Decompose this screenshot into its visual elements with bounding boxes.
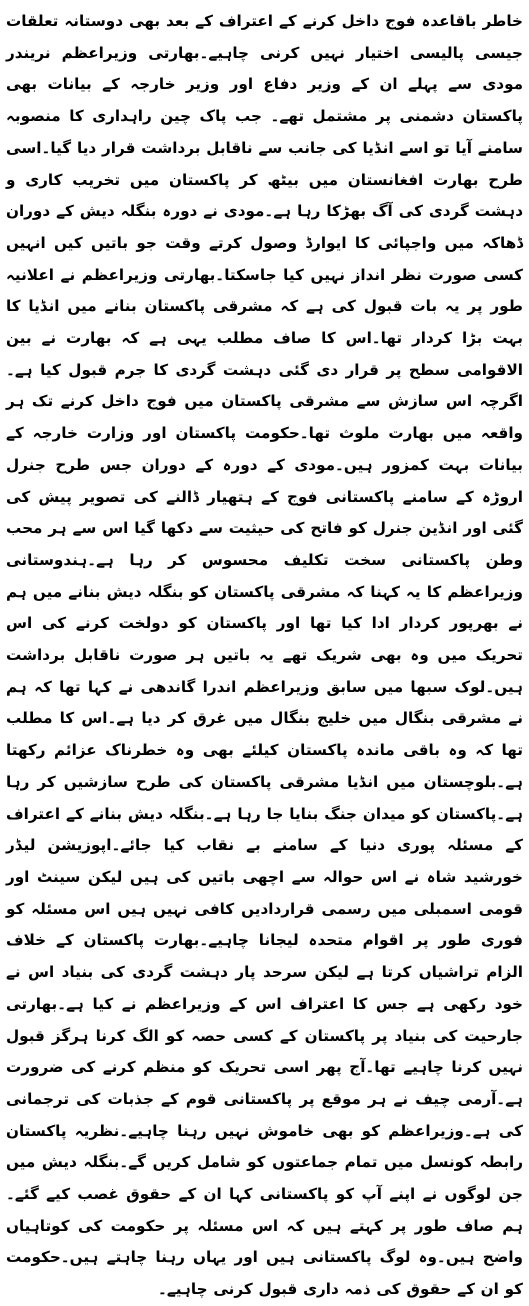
article-page — [6, 6, 523, 1299]
article-body-text: خاطر باقاعدہ فوج داخل کرنے کے اعتراف کے بعد بھی دوستانہ تعلقات جیسی پالیسی اختیار نہیں کرنی چاہیے۔بھارتی وزیراعظم نریندر مودی سے پہلے ان کے وزیر دفاع اور وزیر خارجہ کے بیانات بھی پاکستان دشمنی پر مشتمل تھے۔ جب پاک چین راہداری کا منصوبہ سامنے آیا تو اسے انڈیا کی جانب سے ناقابل برداشت قرار دیا گیا۔اسی طرح بھارت افغانستان میں بیٹھ کر پاکستان میں تخریب کاری و دہشت گردی کی آگ بھڑکا رہا ہے۔مودی نے دورہ بنگلہ دیش کے دوران ڈھاکہ میں واجپائی کا ایوارڈ وصول کرتے وقت جو باتیں کیں انہیں کسی صورت نظر انداز نہیں کیا جاسکتا۔بھارتی وزیراعظم نے اعلانیہ طور پر یہ بات قبول کی ہے کہ مشرقی پاکستان بنانے میں انڈیا کا بہت بڑا کردار تھا۔اس کا صاف مطلب یہی ہے کہ بھارت نے بین الاقوامی سطح پر قرار دی گئی دہشت گردی کا جرم قبول کیا ہے۔اگرچہ اس سازش سے مشرقی پاکستان میں فوج داخل کرنے تک ہر واقعہ میں بھارت ملوث تھا۔حکومت پاکستان اور وزارت خارجہ کے بیانات بہت کمزور ہیں۔مودی کے دورہ کے دوران جس طرح جنرل اروڑہ کے سامنے پاکستانی فوج کے ہتھیار ڈالنے کی تصویر پیش کی گئی اور انڈین جنرل کو فاتح کی حیثیت سے دکھا گیا اس سے ہر محب وطن پاکستانی سخت تکلیف محسوس کر رہا ہے۔ہندوستانی وزیراعظم کا یہ کہنا کہ مشرقی پاکستان کو بنگلہ دیش بنانے میں ہم نے بھرپور کردار ادا کیا تھا اور پاکستان کو دولخت کرنے کی اس تحریک میں وہ بھی شریک تھے یہ باتیں ہر صورت ناقابل برداشت ہیں۔لوک سبھا میں سابق وزیراعظم اندرا گاندھی نے کہا تھا کہ ہم نے مشرقی بنگال میں خلیج بنگال میں غرق کر دیا ہے۔اس کا مطلب تھا کہ وہ باقی ماندہ پاکستان کیلئے بھی وہ خطرناک عزائم رکھتا ہے۔بلوچستان میں انڈیا مشرقی پاکستان کی طرح سازشیں کر رہا ہے۔پاکستان کو میدان جنگ بنایا جا رہا ہے۔بنگلہ دیش بنانے کے اعتراف کے مسئلہ پوری دنیا کے سامنے بے نقاب کیا جائے۔اپوزیشن لیڈر خورشید شاہ نے اس حوالہ سے اچھی باتیں کی ہیں لیکن سینٹ اور قومی اسمبلی میں رسمی قراردادیں کافی نہیں ہیں اس مسئلہ کو فوری طور پر اقوام متحدہ لیجانا چاہیے۔بھارت پاکستان کے خلاف الزام تراشیاں کرتا ہے لیکن سرحد پار دہشت گردی کی بنیاد اس نے خود رکھی ہے جس کا اعتراف اس کے وزیراعظم نے کیا ہے۔بھارتی جارحیت کی بنیاد پر پاکستان کے کسی حصہ کو الگ کرنا ہرگز قبول نہیں کرنا چاہیے تھا۔آج پھر اسی تحریک کو منظم کرنے کی ضرورت ہے۔آرمی چیف نے ہر موقع پر پاکستانی قوم کے جذبات کی ترجمانی کی ہے۔وزیراعظم کو بھی خاموش نہیں رہنا چاہیے۔نظریہ پاکستان رابطہ کونسل میں تمام جماعتوں کو شامل کریں گے۔بنگلہ دیش میں جن لوگوں نے اپنے آپ کو پاکستانی کہا ان کے حقوق غصب کیے گئے۔ہم صاف طور پر کہتے ہیں کہ اس مسئلہ پر حکومت کی کوتاہیاں واضح ہیں۔وہ لوگ پاکستانی ہیں اور یہاں رہنا چاہتے ہیں۔حکومت کو ان کے حقوق کی ذمہ داری قبول کرنی چاہیے۔ — [6, 12, 523, 1299]
